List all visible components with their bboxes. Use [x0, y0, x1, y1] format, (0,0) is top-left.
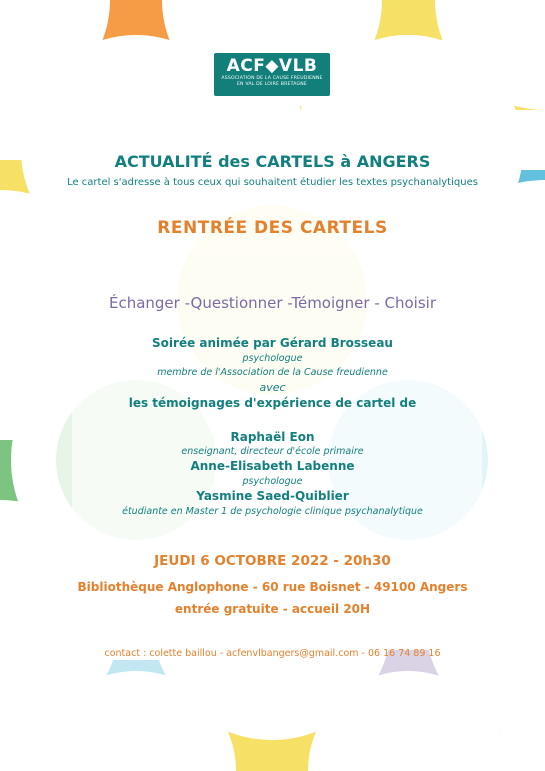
testimonies-heading: les témoignages d'expérience de cartel de	[128, 396, 417, 410]
participant-name: Yasmine Saed-Quiblier	[196, 489, 349, 503]
participant-role: psychologue	[242, 476, 303, 487]
event-title: RENTRÉE DES CARTELS	[157, 218, 388, 238]
page-subtitle: Le cartel s'adresse à tous ceux qui souhaitent étudier les textes psychanalytiques	[67, 177, 478, 188]
logo-subtitle-line1: ASSOCIATION DE LA CAUSE FREUDIENNE	[221, 76, 323, 81]
event-date: JEUDI 6 OCTOBRE 2022 - 20h30	[154, 553, 391, 569]
participant-name: Raphaël Eon	[230, 430, 315, 444]
page-title: ACTUALITÉ des CARTELS à ANGERS	[114, 152, 431, 171]
participant-role: étudiante en Master 1 de psychologie clinique psychanalytique	[122, 506, 423, 517]
contact-line: contact : colette baillou - acfenvlbangers@gmail.com - 06 16 74 89 16	[104, 648, 441, 659]
tagline: Échanger -Questionner -Témoigner - Choisir	[108, 294, 437, 312]
logo-subtitle-line2: EN VAL DE LOIRE BRETAGNE	[236, 82, 308, 87]
speaker-role: psychologue	[242, 353, 303, 364]
speaker-intro: Soirée animée par Gérard Brosseau	[152, 336, 393, 350]
participant-name: Anne-Elisabeth Labenne	[190, 459, 355, 473]
acf-vlb-logo	[214, 53, 330, 96]
event-entry: entrée gratuite - accueil 20H	[174, 602, 371, 616]
participant-role: enseignant, directeur d'école primaire	[181, 446, 364, 457]
event-venue: Bibliothèque Anglophone - 60 rue Boisnet - 49100 Angers	[77, 580, 468, 594]
conjunction: avec	[259, 381, 286, 394]
logo-text: ACF◆VLB	[226, 56, 318, 76]
speaker-membership: membre de l'Association de la Cause freudienne	[157, 367, 388, 378]
